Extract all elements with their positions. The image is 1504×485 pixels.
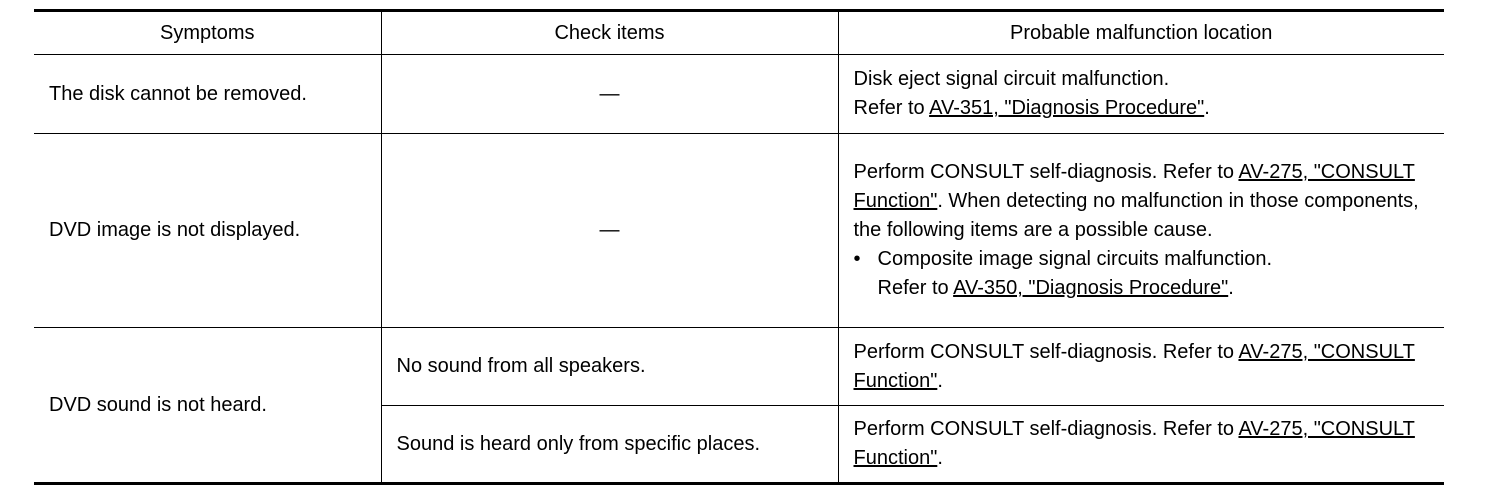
symptom-cell: The disk cannot be removed. (34, 55, 381, 134)
bullet-item (854, 245, 1439, 274)
table-row (34, 55, 1444, 134)
reference-link[interactable]: AV-275, "CONSULT Function" (853, 340, 1415, 392)
period-text: . (937, 369, 943, 392)
period-text: . (937, 447, 943, 469)
table-row (34, 134, 1444, 328)
location-pre-text: Perform CONSULT self-diagnosis. Refer to (853, 340, 1239, 363)
location-cell (838, 328, 1444, 406)
location-cell (838, 55, 1444, 134)
symptom-cell: DVD sound is not heard. (34, 328, 381, 484)
location-text: Disk eject signal circuit malfunction. (853, 68, 1170, 90)
reference-link[interactable]: AV-351, "Diagnosis Procedure" (929, 97, 1205, 119)
header-symptoms: Symptoms (34, 11, 381, 55)
header-check-items: Check items (381, 11, 838, 55)
reference-link[interactable]: AV-275, "CONSULT Function" (853, 161, 1415, 212)
diagnosis-table (34, 9, 1444, 485)
location-cell (838, 134, 1444, 328)
refer-text: Refer to (853, 97, 930, 119)
table-row (34, 328, 1444, 406)
bullet-text: Composite image signal circuits malfunction. (877, 248, 1273, 270)
location-cell (838, 406, 1444, 484)
bullet-refer (854, 274, 1439, 303)
refer-text: Refer to (877, 277, 954, 299)
header-row (34, 11, 1444, 55)
check-cell: Sound is heard only from specific places. (381, 406, 838, 484)
period-text: . (1204, 97, 1210, 119)
reference-link[interactable]: AV-350, "Diagnosis Procedure" (953, 277, 1229, 299)
location-refer (854, 94, 1439, 123)
check-cell: — (381, 134, 838, 328)
location-text (854, 158, 1439, 245)
reference-link[interactable]: AV-275, "CONSULT Function" (853, 418, 1415, 469)
period-text: . (1228, 277, 1234, 299)
location-pre-text: Perform CONSULT self-diagnosis. Refer to (853, 418, 1239, 440)
symptom-cell: DVD image is not displayed. (34, 134, 381, 328)
check-cell: — (381, 55, 838, 134)
location-post-text: . When detecting no malfunction in those components, the following items are a possible cause. (853, 190, 1419, 241)
bullet-icon: • (853, 248, 861, 270)
location-pre-text: Perform CONSULT self-diagnosis. Refer to (853, 161, 1239, 183)
header-location: Probable malfunction location (838, 11, 1444, 55)
check-cell: No sound from all speakers. (381, 328, 838, 406)
